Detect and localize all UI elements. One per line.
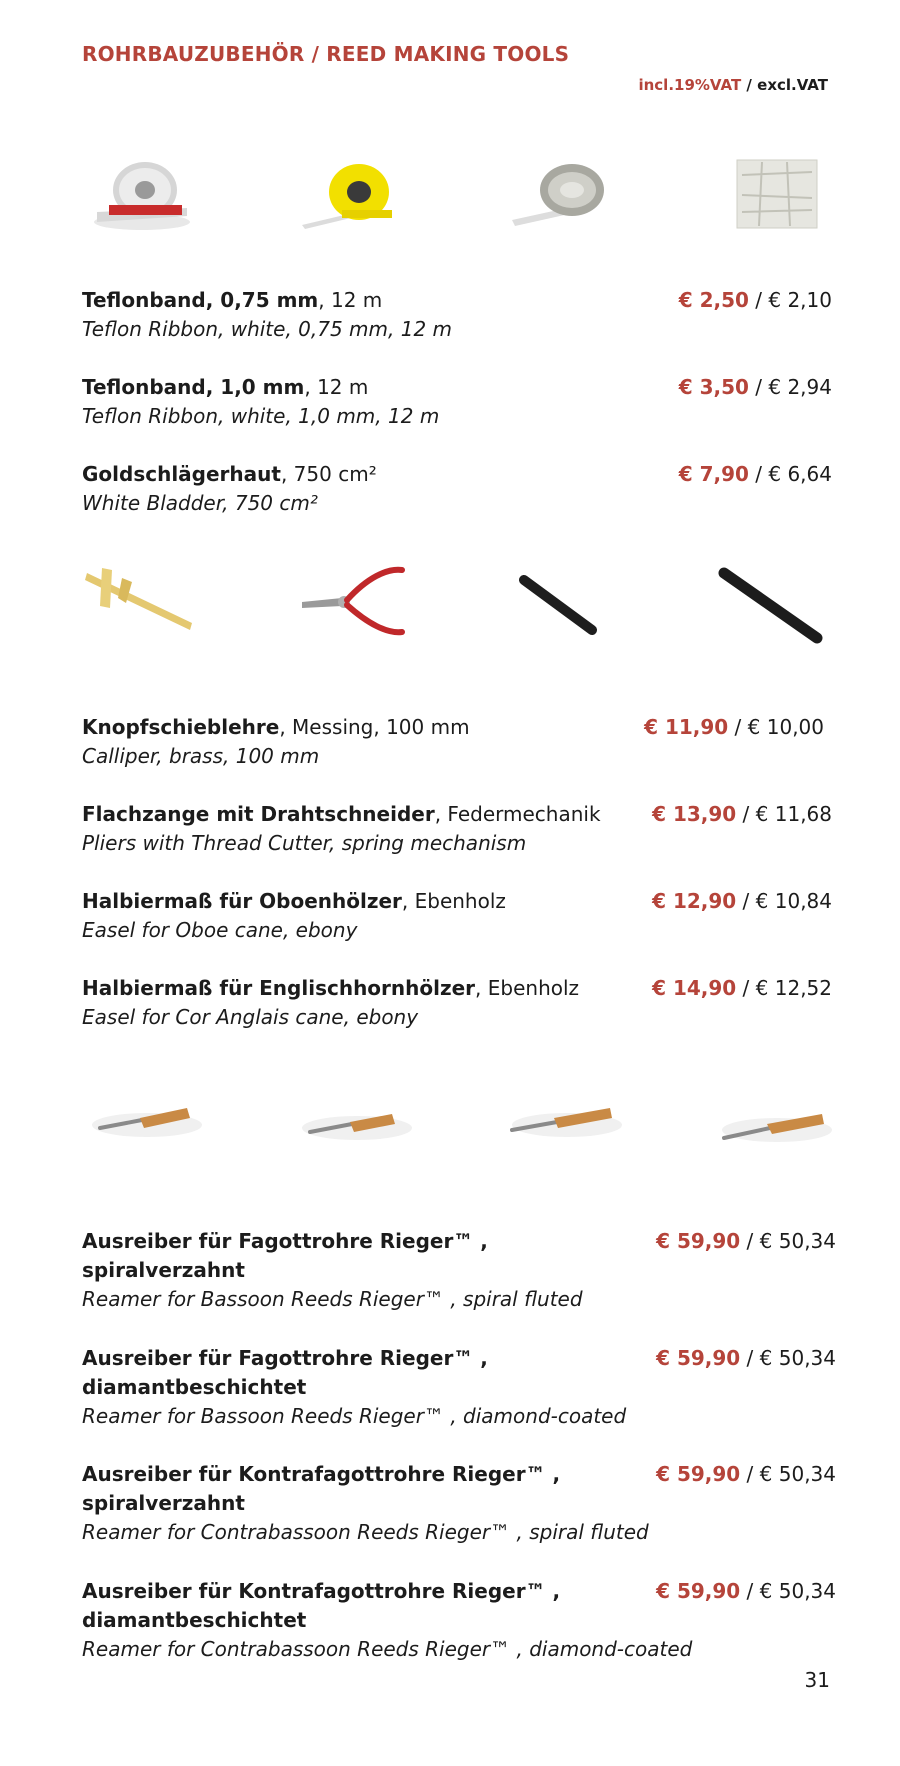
easel-short-icon	[502, 553, 622, 653]
teflon-tape-grey-icon	[502, 145, 622, 245]
product-price: € 59,90 / € 50,34	[656, 1229, 836, 1253]
product-price: € 11,90 / € 10,00	[644, 715, 824, 739]
product-name-de: Ausreiber für Kontrafagottrohre Rieger™ , diamantbeschichtet	[82, 1579, 561, 1632]
reamer-icon	[82, 1065, 202, 1165]
reamer-icon	[502, 1065, 622, 1165]
product-item	[82, 1344, 836, 1431]
product-price: € 3,50 / € 2,94	[678, 375, 832, 399]
vat-legend	[638, 76, 828, 94]
product-name-en: White Bladder, 750 cm²	[82, 491, 318, 515]
product-item	[82, 713, 832, 771]
product-name-de: Knopfschieblehre, Messing, 100 mm	[82, 715, 470, 739]
product-price: € 59,90 / € 50,34	[656, 1462, 836, 1486]
product-price: € 2,50 / € 2,10	[678, 288, 832, 312]
product-item	[82, 887, 832, 945]
product-item	[82, 460, 832, 518]
product-name-en: Reamer for Contrabassoon Reeds Rieger™ , diamond-coated	[82, 1637, 693, 1661]
product-item	[82, 286, 832, 344]
product-name-en: Calliper, brass, 100 mm	[82, 744, 320, 768]
product-item	[82, 1227, 836, 1314]
teflon-tape-yellow-icon	[292, 145, 412, 245]
product-price: € 59,90 / € 50,34	[656, 1346, 836, 1370]
product-name-en: Reamer for Bassoon Reeds Rieger™ , spiral fluted	[82, 1287, 583, 1311]
product-item	[82, 1577, 836, 1664]
teflon-tape-red-icon	[82, 145, 202, 245]
bladder-sheet-icon	[712, 145, 832, 245]
vat-incl-label: incl.19%VAT	[638, 76, 742, 94]
product-name-en: Easel for Cor Anglais cane, ebony	[82, 1005, 419, 1029]
product-name-de: Halbiermaß für Englischhornhölzer, Ebenholz	[82, 976, 580, 1000]
product-price: € 59,90 / € 50,34	[656, 1579, 836, 1603]
easel-long-icon	[712, 553, 832, 653]
product-item	[82, 1460, 836, 1547]
image-row-tools	[82, 553, 832, 653]
product-price: € 7,90 / € 6,64	[678, 462, 832, 486]
product-item	[82, 800, 832, 858]
product-item	[82, 974, 832, 1032]
product-name-en: Teflon Ribbon, white, 1,0 mm, 12 m	[82, 404, 440, 428]
image-row-reamers	[82, 1065, 832, 1165]
page-number: 31	[804, 1668, 830, 1692]
product-name-de: Ausreiber für Kontrafagottrohre Rieger™ , spiralverzahnt	[82, 1462, 561, 1515]
product-price: € 14,90 / € 12,52	[652, 976, 832, 1000]
product-price: € 12,90 / € 10,84	[652, 889, 832, 913]
reamer-icon	[292, 1065, 412, 1165]
product-name-de: Goldschlägerhaut, 750 cm²	[82, 462, 377, 486]
product-name-de: Ausreiber für Fagottrohre Rieger™ , diamantbeschichtet	[82, 1346, 488, 1399]
product-name-en: Easel for Oboe cane, ebony	[82, 918, 358, 942]
product-name-de: Halbiermaß für Oboenhölzer, Ebenholz	[82, 889, 506, 913]
calliper-icon	[82, 553, 202, 653]
vat-separator: /	[741, 76, 758, 94]
vat-excl-label: excl.VAT	[757, 76, 828, 94]
product-price: € 13,90 / € 11,68	[652, 802, 832, 826]
product-name-en: Reamer for Bassoon Reeds Rieger™ , diamond-coated	[82, 1404, 627, 1428]
page-title: ROHRBAUZUBEHÖR / REED MAKING TOOLS	[82, 42, 570, 66]
product-name-de: Teflonband, 1,0 mm, 12 m	[82, 375, 369, 399]
pliers-icon	[292, 553, 412, 653]
reamer-icon	[712, 1065, 832, 1165]
product-item	[82, 373, 832, 431]
product-name-de: Teflonband, 0,75 mm, 12 m	[82, 288, 383, 312]
product-name-de: Flachzange mit Drahtschneider, Federmechanik	[82, 802, 601, 826]
image-row-tapes	[82, 145, 832, 245]
product-name-en: Reamer for Contrabassoon Reeds Rieger™ , spiral fluted	[82, 1520, 649, 1544]
product-name-en: Teflon Ribbon, white, 0,75 mm, 12 m	[82, 317, 453, 341]
product-name-en: Pliers with Thread Cutter, spring mechanism	[82, 831, 527, 855]
product-name-de: Ausreiber für Fagottrohre Rieger™ , spiralverzahnt	[82, 1229, 488, 1282]
